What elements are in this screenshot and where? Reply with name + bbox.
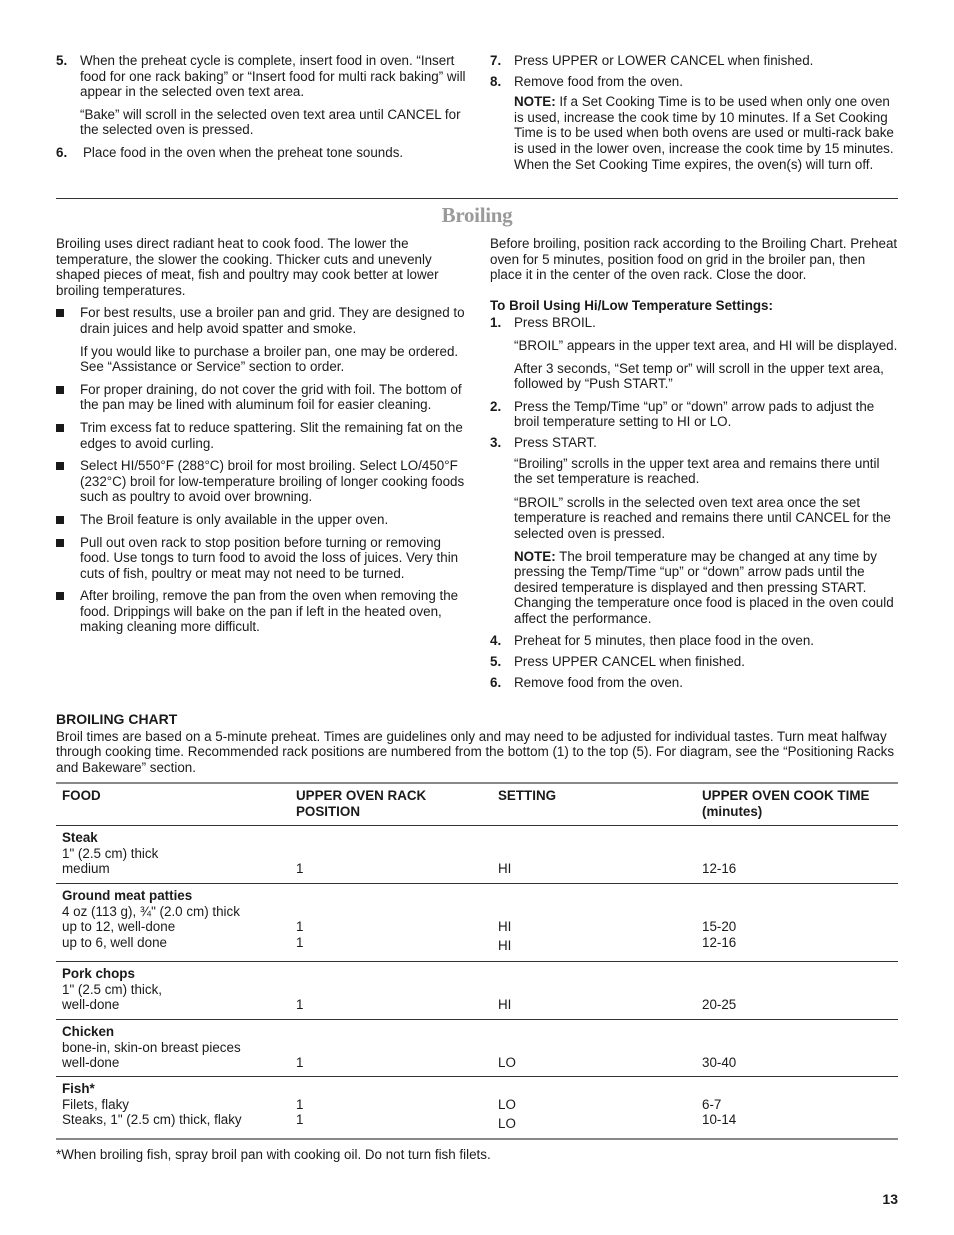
table-header-row xyxy=(56,788,898,824)
step-sub-text: “Broiling” scrolls in the upper text area and remains there until the set temperature is reached. xyxy=(514,455,880,487)
cook-time: 20-25 xyxy=(702,997,737,1012)
step-number: 6. xyxy=(56,144,68,160)
bullet-text: For proper draining, do not cover the grid with foil. The bottom of the pan may be lined with aluminum foil for easier cleaning. xyxy=(80,381,462,413)
row-divider xyxy=(56,825,898,826)
step-text: Press START. xyxy=(514,434,597,450)
note-text: If a Set Cooking Time is to be used when only one oven is used, increase the cook time by 10 minutes. If a Set Cooking Time is to be used when both ovens are used or multi-rack bake is used in the lower oven, increase the cook time by 15 minutes. When the Set Cooking Time expires, the oven(s) will turn off. xyxy=(514,94,894,172)
chart-heading: BROILING CHART xyxy=(56,711,178,727)
step-text: Press UPPER CANCEL when finished. xyxy=(514,654,745,670)
header-rack-line2: POSITION xyxy=(296,803,360,819)
step-text: Press BROIL. xyxy=(514,315,596,331)
cook-time: 10-14 xyxy=(702,1112,737,1127)
header-food: FOOD xyxy=(62,788,101,803)
food-detail: Steaks, 1" (2.5 cm) thick, flaky xyxy=(62,1112,242,1128)
bullet-text: Trim excess fat to reduce spattering. Slit the remaining fat on the edges to avoid curling. xyxy=(80,419,463,451)
food-detail: well-done xyxy=(62,997,120,1013)
table-row xyxy=(56,888,898,960)
step-number: 1. xyxy=(490,315,502,331)
step-7 xyxy=(490,53,900,69)
step-number: 5. xyxy=(490,654,502,670)
intro-paragraph: Broiling uses direct radiant heat to cook food. The lower the temperature, the slower the cooking. Thicker cuts and unevenly shaped pieces of meat, fish and poultry may cook better at lower broiling temperatures. xyxy=(56,236,439,298)
chart-footnote: *When broiling fish, spray broil pan with cooking oil. Do not turn fish filets. xyxy=(56,1147,491,1162)
cook-time: 6-7 xyxy=(702,1097,722,1112)
step-3 xyxy=(490,435,900,451)
divider xyxy=(56,198,898,199)
bullet-square-icon xyxy=(56,592,64,600)
note xyxy=(490,94,900,172)
table-bottom-border xyxy=(56,1138,898,1140)
step-text: Remove food from the oven. xyxy=(514,674,683,690)
step-text: Press UPPER or LOWER CANCEL when finished. xyxy=(514,53,814,68)
table-row xyxy=(56,830,898,882)
bullet-square-icon xyxy=(56,386,64,394)
step-6 xyxy=(490,675,900,691)
note-label: NOTE: xyxy=(514,548,556,564)
table-row xyxy=(56,1024,898,1076)
step-5 xyxy=(490,654,900,670)
header-setting: SETTING xyxy=(498,788,557,803)
bullet-sub-text: If you would like to purchase a broiler pan, one may be ordered. See “Assistance or Service” section to order. xyxy=(80,343,459,375)
note xyxy=(490,549,900,627)
header-time xyxy=(702,788,869,819)
row-divider xyxy=(56,883,898,884)
note-text: The broil temperature may be changed at any time by pressing the Temp/Time “up” or “down” arrow pads until the desired temperature is displayed and then pressing START. Changing the temperature once food is placed in the oven could affect the performance. xyxy=(514,548,894,626)
step-4 xyxy=(490,633,900,649)
step-6 xyxy=(56,145,466,161)
step-8 xyxy=(490,74,900,90)
intro-paragraph: Before broiling, position rack according to the Broiling Chart. Preheat oven for 5 minutes, position food on grid in the broiler pan, then place it in the center of the oven rack. Close the door. xyxy=(490,236,898,283)
setting-value: HI xyxy=(498,938,512,953)
rack-position: 1 xyxy=(296,919,304,934)
bullet-item xyxy=(56,420,466,451)
top-left-column xyxy=(56,53,466,161)
top-right-column xyxy=(490,53,900,172)
table-row xyxy=(56,966,898,1018)
step-number: 6. xyxy=(490,674,502,690)
bullet-item xyxy=(56,588,466,635)
step-text: When the preheat cycle is complete, insert food in oven. “Insert food for one rack baking” or “Insert food for multi rack baking” will appear in the selected oven text area. xyxy=(80,53,466,100)
bullet-text: Pull out oven rack to stop position before turning or removing food. Use tongs to turn food to avoid the loss of juices. Very thin cuts of fish, poultry or meat may not need to be turned. xyxy=(80,534,459,581)
bullet-item xyxy=(56,458,466,505)
rack-position: 1 xyxy=(296,861,304,876)
bullet-square-icon xyxy=(56,424,64,432)
food-detail: 1" (2.5 cm) thick xyxy=(62,845,159,861)
step-number: 5. xyxy=(56,53,68,68)
food-title: Fish* xyxy=(62,1081,95,1096)
step-text: Place food in the oven when the preheat tone sounds. xyxy=(83,144,404,160)
bullet-item xyxy=(56,535,466,582)
table-top-border xyxy=(56,782,898,784)
food-detail: up to 12, well-done xyxy=(62,919,176,935)
step-number: 2. xyxy=(490,398,502,414)
bullet-text: After broiling, remove the pan from the oven when removing the food. Drippings will bake on the pan if left in the heated oven, making cleaning more difficult. xyxy=(80,588,459,635)
bullet-text: For best results, use a broiler pan and grid. They are designed to drain juices and help avoid spatter and smoke. xyxy=(80,305,465,336)
bullet-item xyxy=(56,382,466,413)
step-number: 7. xyxy=(490,53,502,68)
instructions-heading: To Broil Using Hi/Low Temperature Settings: xyxy=(490,297,773,313)
bullet-item xyxy=(56,512,466,528)
chart-section xyxy=(56,712,898,775)
food-cell xyxy=(62,888,240,950)
setting-value: LO xyxy=(498,1097,516,1112)
page-number: 13 xyxy=(882,1191,898,1207)
note-label: NOTE: xyxy=(514,94,556,110)
step-2 xyxy=(490,399,900,430)
food-detail: 4 oz (113 g), ¾" (2.0 cm) thick xyxy=(62,903,240,919)
step-text: Preheat for 5 minutes, then place food in the oven. xyxy=(514,633,814,649)
food-cell xyxy=(62,966,162,1013)
bullet-square-icon xyxy=(56,516,64,524)
food-detail: medium xyxy=(62,861,110,877)
step-sub-text: “BROIL” scrolls in the selected oven text area once the set temperature is reached and remains there until CANCEL for the selected oven is pressed. xyxy=(514,494,891,541)
header-rack-line1: UPPER OVEN RACK xyxy=(296,788,427,803)
step-number: 4. xyxy=(490,633,502,649)
step-5 xyxy=(56,53,466,100)
step-1 xyxy=(490,315,900,331)
step-sub-text: After 3 seconds, “Set temp or” will scroll in the upper text area, followed by “Push START.” xyxy=(514,360,884,392)
section-title: Broiling xyxy=(441,203,513,227)
setting-value: HI xyxy=(498,919,512,934)
chart-intro: Broil times are based on a 5-minute preheat. Times are guidelines only and may need to be adjusted for individual tastes. Turn meat halfway through cooking time. Recommended rack positions are numbered from the bottom (1) to the top (5). For diagram, see the “Positioning Racks and Bakeware” section. xyxy=(56,728,895,775)
food-detail: 1" (2.5 cm) thick, xyxy=(62,981,162,997)
food-cell xyxy=(62,1024,241,1071)
rack-position: 1 xyxy=(296,1112,304,1127)
step-text: Remove food from the oven. xyxy=(514,73,683,89)
step-sub-text: “Bake” will scroll in the selected oven text area until CANCEL for the selected oven is pressed. xyxy=(80,106,461,138)
cook-time: 30-40 xyxy=(702,1055,737,1070)
bullet-item xyxy=(56,305,466,336)
food-detail: bone-in, skin-on breast pieces xyxy=(62,1039,241,1055)
food-cell xyxy=(62,1081,242,1128)
setting-value: LO xyxy=(498,1116,516,1131)
table-row xyxy=(56,1081,898,1137)
header-rack xyxy=(296,788,426,819)
cook-time: 12-16 xyxy=(702,861,737,876)
food-title: Steak xyxy=(62,830,98,845)
header-time-line2: (minutes) xyxy=(702,803,763,819)
row-divider xyxy=(56,961,898,962)
bullet-square-icon xyxy=(56,462,64,470)
bullet-square-icon xyxy=(56,309,64,317)
step-number: 3. xyxy=(490,434,502,450)
food-cell xyxy=(62,830,158,877)
setting-value: HI xyxy=(498,861,512,876)
step-text: Press the Temp/Time “up” or “down” arrow pads to adjust the broil temperature setting to HI or LO. xyxy=(514,398,875,430)
rack-position: 1 xyxy=(296,1055,304,1070)
bullet-square-icon xyxy=(56,539,64,547)
broiling-left-column xyxy=(56,236,466,635)
rack-position: 1 xyxy=(296,1097,304,1112)
bullet-text: Select HI/550°F (288°C) broil for most broiling. Select LO/450°F (232°C) broil for low-temperature broiling of longer cooking foods such as poultry to avoid over browning. xyxy=(80,458,465,505)
setting-value: HI xyxy=(498,997,512,1012)
cook-time: 12-16 xyxy=(702,935,737,950)
rack-position: 1 xyxy=(296,997,304,1012)
header-time-line1: UPPER OVEN COOK TIME xyxy=(702,788,870,803)
step-number: 8. xyxy=(490,73,502,89)
row-divider xyxy=(56,1019,898,1020)
food-detail: Filets, flaky xyxy=(62,1096,129,1112)
food-detail: up to 6, well done xyxy=(62,934,167,950)
row-divider xyxy=(56,1076,898,1077)
step-sub-text: “BROIL” appears in the upper text area, and HI will be displayed. xyxy=(514,337,898,353)
broiling-right-column xyxy=(490,236,900,690)
cook-time: 15-20 xyxy=(702,919,737,934)
setting-value: LO xyxy=(498,1055,516,1070)
bullet-text: The Broil feature is only available in the upper oven. xyxy=(80,511,389,527)
food-title: Pork chops xyxy=(62,966,135,981)
food-title: Ground meat patties xyxy=(62,888,193,903)
rack-position: 1 xyxy=(296,935,304,950)
food-detail: well-done xyxy=(62,1055,120,1071)
food-title: Chicken xyxy=(62,1024,115,1039)
